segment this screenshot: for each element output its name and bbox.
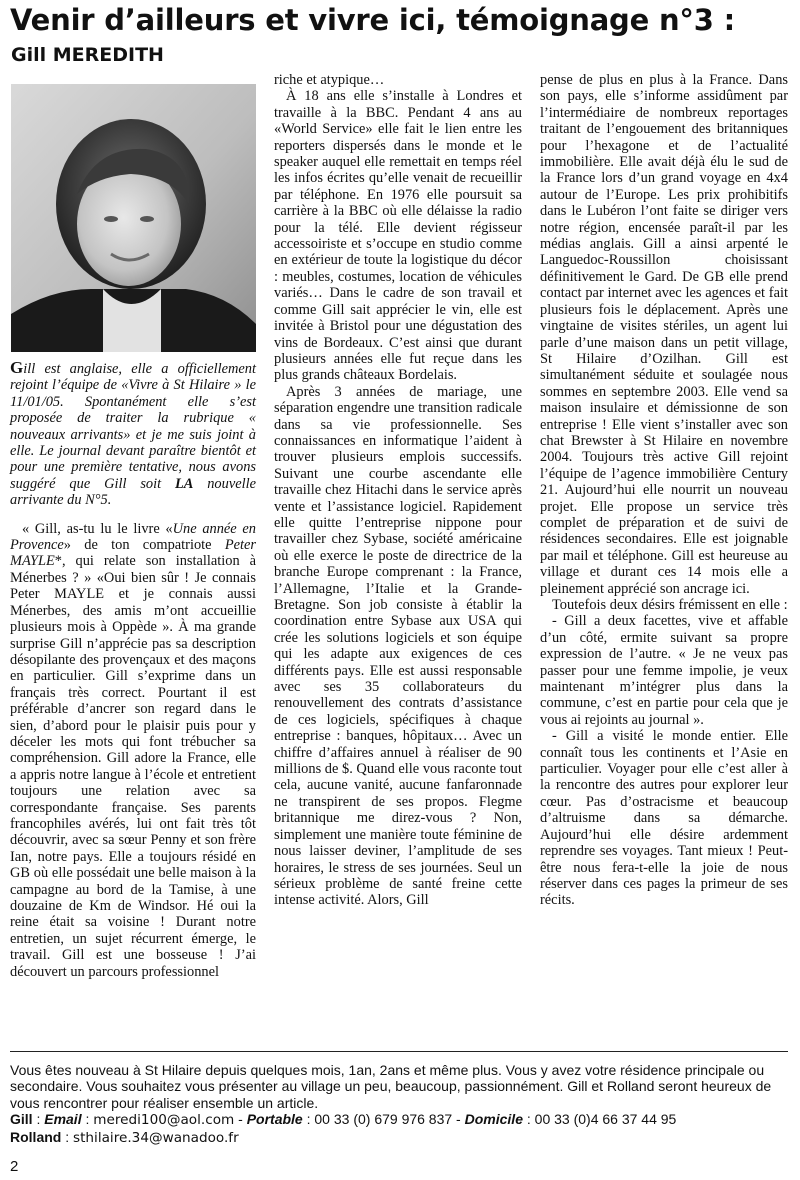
- gill-sep: :: [32, 1111, 45, 1128]
- book-title: Une année en Provence: [10, 520, 256, 554]
- caption-dropcap: G: [10, 358, 24, 377]
- email-colon: :: [81, 1111, 94, 1128]
- col3-paragraph-3: - Gill a deux facettes, vive et affable d’un côté, ermite suivant sa propre expression de l’autre. « Je ne veux pas passer pour une femme impolie, je veux maintenant m’intégrer plus dans la commune, c’est en partie pour cela que je vous ai rejoints au journal ».: [540, 613, 788, 728]
- article-title: Venir d’ailleurs et vivre ici, témoignage n°3 :: [10, 3, 736, 37]
- caption-text-a: ill est anglaise, elle a officiellement rejoint l’équipe de «Vivre à St Hilaire » le 11/01/05. Spontanément elle s’est proposée de traiter la rubrique « nouveaux arrivants» et je me suis joint à elle. Le journal devant paraître bientôt et pour une première tentative, nous avons suggéré que Gill soit: [10, 361, 256, 492]
- email-label: Email: [44, 1111, 82, 1128]
- article-column-3: [540, 72, 788, 909]
- col1-text-c: *, qui relate son installation à Ménerbes ? » «Oui bien sûr ! Je connais Peter MAYLE et je connais aussi Ménerbes, des amis m’ont accueillie plusieurs mois à Oppède ». À ma grande surprise Gill n’apprécie pas sa description désopilante des provençaux et des maçons en particulier. Gill s’exprime dans un français très correct. Pourtant il est préférable d’ancrer son regard dans le sien, d’abord pour le plaisir puis pour y déceler les mots qui font trébucher sa compréhension. Gill adore la France, elle a appris notre langue à l’école et entretient toujours une relation avec sa correspondante française. Ses parents francophiles avérés, lui ont fait très tôt découvrir, avec sa sœur Penny et son frère Ian, notre pays. Elle a toujours résidé en GB où elle possédait une belle maison à la campagne au bord de la Tamise, à une douzaine de Km de Windsor. Hé oui la reine était sa voisine ! Durant notre entretien, un sujet récurrent émerge, le travail. Gill est une bosseuse ! J’ai découvert un parcours professionnel: [10, 553, 256, 980]
- portrait-photo-image: [11, 84, 256, 352]
- rolland-sep: :: [61, 1128, 74, 1145]
- col1-text-a: « Gill, as-tu lu le livre «: [22, 520, 173, 537]
- col1-text-b: » de ton compatriote: [63, 537, 225, 554]
- caption-emphasis: LA: [174, 475, 194, 492]
- col1-paragraph: [10, 521, 256, 980]
- portable-label: Portable: [246, 1111, 303, 1128]
- author-name: Peter MAYLE: [10, 537, 256, 570]
- domicile-colon: :: [522, 1111, 535, 1128]
- col2-paragraph-2: À 18 ans elle s’installe à Londres et travaille à la BBC. Pendant 4 ans au «World Service» elle fait le lien entre les reporters dispersés dans le monde et le speaker auquel elle remettait en temps réel les infos écrites qu’elle venait de recueillir par téléphone. En 1976 elle poursuit sa carrière à la BBC où elle délaisse la radio pour la télé. Elle devient régisseur accessoiriste et s’occupe en studio comme en extérieur de toute la logistique du décor : meubles, costumes, location de véhicules variés… Dans le cadre de son travail et comme Gill sait apprécier le vin, elle est invitée à Bristol pour une dégustation des vins de Bordeaux. C’est ainsi que durant plusieurs années elle fut reçue dans les plus grands châteaux Bordelais.: [274, 88, 522, 384]
- caption-text-b: nouvelle arrivante du N°5.: [10, 475, 256, 509]
- col3-paragraph-2: Toutefois deux désirs frémissent en elle :: [552, 597, 788, 613]
- portable-colon: :: [302, 1111, 315, 1128]
- article-column-2: [274, 72, 522, 909]
- col2-paragraph-1: riche et atypique…: [274, 72, 385, 88]
- caption-paragraph: [10, 360, 256, 509]
- col2-paragraph-3: Après 3 années de mariage, une séparation engendre une transition radicale dans sa vie professionnelle. Ses connaissances en informatique l’aident à trouver plusieurs emplois successifs. Suivant une courbe ascendante elle travaille chez Hitachi dans le service après vente et l’assistance logiciel. Rapidement elle quitte l’entreprise nippone pour travailler chez Sybase, société américaine où elle exerce le poste de directrice de la branche Europe comprenant : la France, l’Allemagne, l’Italie et la Grande-Bretagne. Son job consiste à établir la coordination entre Sybase aux USA qui crée les solutions logiciels et son équipe qui les adapte aux exigences de ces différents pays. Elle est aussi responsable avec ses 35 collaborateurs du renouvellement des contrats d’assistance de ces logiciels, spécifiques à chaque entreprise : banques, hôpitaux… Avec un chiffre d’affaires annuel à réaliser de 90 millions de $. Quand elle vous raconte tout cela, aucune vanité, aucune fanfaronnade ne transpirent de ses propos. Flegme britannique me direz-vous ? Non, simplement une manière toute féminine de nous laisser deviner, l’amplitude de ses horaires, le stress de ses journées. Seul un sérieux problème de santé freine cette intense activité. Alors, Gill: [274, 383, 522, 909]
- contact-footer: [10, 1062, 790, 1146]
- article-subtitle: Gill MEREDITH: [11, 44, 164, 66]
- domicile-label: Domicile: [464, 1111, 523, 1128]
- rolland-name: Rolland: [10, 1128, 62, 1145]
- col3-paragraph-1: pense de plus en plus à la France. Dans son pays, elle s’informe assidûment par l’intermédiaire de nombreux reportages traitant de l’engouement des britanniques pour l’hexagone et de l’actualité immobilière. Elle avait déjà élu le sud de la France lors d’un grand voyage en 4x4 autour de l’Europe. Les prix prohibitifs dans le Lubéron l’ont faite se diriger vers notre région, encensée paraît-il par les médias anglais. Gill a ainsi arpenté le Languedoc-Roussillon choisissant définitivement le Gard. De GB elle prend contact par internet avec les agences et fait plusieurs fois le déplacement. Après une vingtaine de visites stériles, un agent lui parle d’une maison dans un petit village, St Hilaire d’Ozilhan. Gill est simultanément séduite et soulagée nous sommes en septembre 2003. Elle vend sa maison insulaire et démissionne de son entreprise ! Elle vient s’installer avec son chat Brewster à St Hilaire en novembre 2004. Toujours très active Gill rejoint l’équipe de l’agence immobilière Century 21. Aujourd’hui elle nourrit un nouveau projet. Elle propose un service très complet de préparation et de suivi de résidences secondaires. Elle est joignable par mail et téléphone. Gill est heureuse au village et durant ces 14 mois elle a pleinement apprécié son ancrage ici.: [540, 72, 788, 597]
- portable-number: 00 33 (0) 679 976 837: [314, 1111, 453, 1128]
- page-number: 2: [10, 1158, 19, 1175]
- footer-gill-contact: [10, 1111, 790, 1128]
- gill-email-link[interactable]: meredi100@aol.com: [93, 1112, 235, 1129]
- portrait-photo: [11, 84, 256, 352]
- photo-caption: [10, 360, 256, 509]
- col3-paragraph-4: - Gill a visité le monde entier. Elle connaît tous les continents et l’Asie en particulier. Voyager pour elle c’est aller à la rencontre des autres pour explorer leur cœur. Pas d’ostracisme et beaucoup d’altruisme dans sa démarche. Aujourd’hui elle désire ardemment reprendre ses voyages. Tant mieux ! Peut-être nous fera-t-elle la joie de nous réserver dans ces pages la primeur de ses récits.: [540, 728, 788, 909]
- rolland-email-link[interactable]: sthilaire.34@wanadoo.fr: [73, 1129, 239, 1146]
- domicile-number: 00 33 (0)4 66 37 44 95: [534, 1111, 677, 1128]
- footer-divider: [10, 1051, 788, 1052]
- gill-name: Gill: [10, 1111, 33, 1128]
- footer-invitation: Vous êtes nouveau à St Hilaire depuis quelques mois, 1an, 2ans et même plus. Vous y avez votre résidence principale ou secondaire. Vous souhaitez vous présenter au village un peu, beaucoup, passionnément. Gill et Rolland seront heureux de vous rencontrer pour réaliser ensemble un article.: [10, 1062, 772, 1111]
- article-column-1: [10, 75, 256, 980]
- dash-2: -: [452, 1111, 465, 1128]
- dash-1: -: [234, 1111, 247, 1128]
- footer-rolland-contact: [10, 1129, 790, 1146]
